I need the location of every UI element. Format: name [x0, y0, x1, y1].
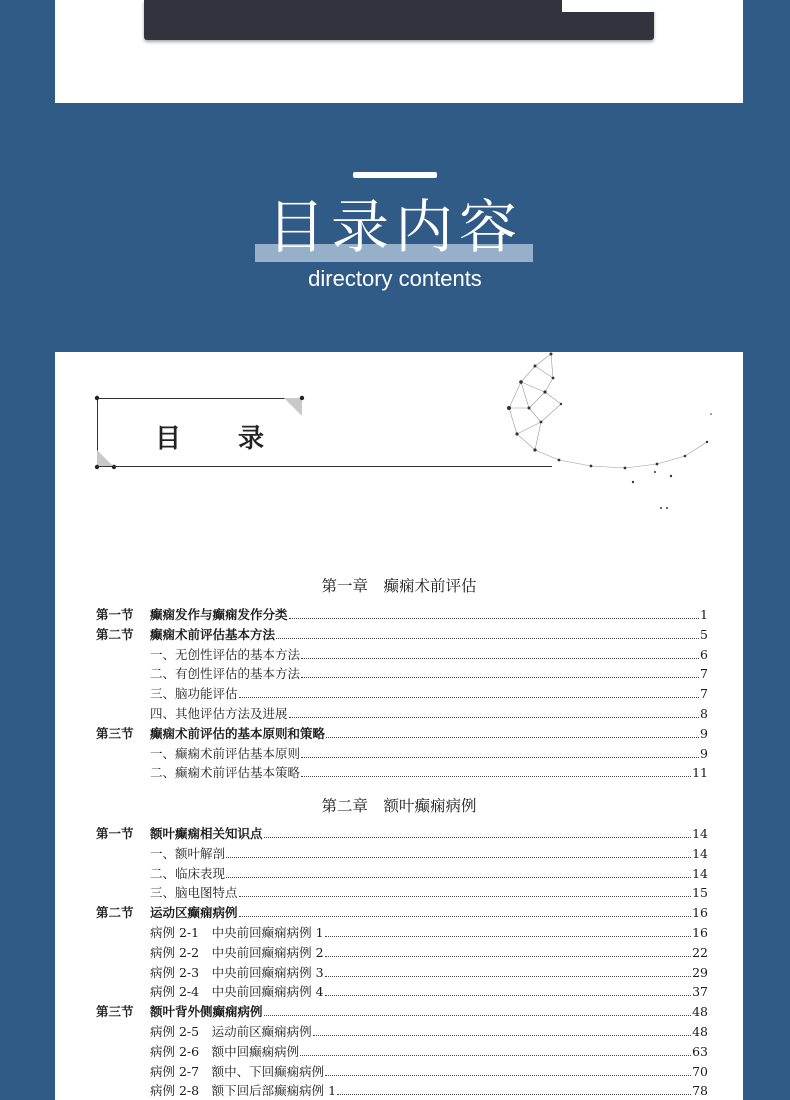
chapter-heading: 第一章 癫痫术前评估 [321, 577, 477, 595]
toc-entry-title: 病例 2-2 中央前回癫痫病例 2 [150, 944, 324, 960]
toc-leader-dots [226, 877, 691, 878]
toc-entry-title: 三、脑电图特点 [150, 885, 238, 901]
toc-section-label: 第二节 [96, 905, 134, 921]
toc-page-number: 9 [700, 745, 708, 761]
toc-page-number: 15 [692, 885, 708, 901]
toc-entry-title: 二、有创性评估的基本方法 [150, 666, 301, 682]
toc-row [96, 882, 708, 901]
toc-entry-title: 病例 2-4 中央前回癫痫病例 4 [150, 984, 324, 1000]
toc-page-number: 63 [692, 1043, 708, 1059]
toc-leader-dots [313, 1035, 691, 1036]
toc-row [96, 843, 708, 862]
toc-entry-title: 额叶背外侧癫痫病例 [150, 1004, 263, 1020]
toc-entry-title: 癫痫术前评估的基本原则和策略 [150, 725, 326, 741]
toc-entry-title: 病例 2-1 中央前回癫痫病例 1 [150, 925, 324, 940]
toc-title: 目 录 [155, 424, 289, 454]
toc-leader-dots [301, 757, 699, 758]
toc-row [96, 683, 708, 702]
toc-entry-title: 病例 2-6 额中回癫痫病例 [150, 1043, 300, 1059]
toc-page-number: 37 [692, 984, 708, 1000]
toc-page-number: 11 [692, 765, 708, 781]
toc-section-label: 第二节 [96, 626, 134, 642]
toc-leader-dots [264, 1015, 692, 1016]
toc-page-number: 48 [692, 1024, 708, 1039]
toc-row [96, 902, 708, 921]
toc-entry-title: 病例 2-8 额下回后部癫痫病例 1 [150, 1083, 337, 1099]
toc-row [96, 1001, 708, 1020]
toc-leader-dots [289, 717, 700, 718]
toc-row [96, 604, 708, 623]
toc-leader-dots [264, 837, 692, 838]
toc-entry-title: 二、癫痫术前评估基本策略 [150, 765, 301, 781]
toc-leader-dots [239, 896, 692, 897]
toc-row [96, 1061, 708, 1080]
toc-page-number: 14 [692, 845, 708, 861]
toc-entry-title: 运动区癫痫病例 [150, 905, 238, 921]
heading-accent-bar [353, 172, 437, 178]
toc-page-number: 78 [692, 1083, 708, 1099]
toc-page-number: 22 [692, 944, 708, 960]
toc-page-number: 14 [692, 865, 708, 881]
toc-leader-dots [301, 677, 699, 678]
toc-entry-title: 癫痫发作与癫痫发作分类 [150, 607, 288, 622]
toc-section-label: 第一节 [96, 826, 134, 841]
toc-section-label: 第三节 [96, 725, 134, 741]
toc-page-number: 48 [692, 1004, 708, 1020]
toc-page-number: 7 [700, 666, 708, 682]
toc-page-number: 5 [700, 626, 708, 642]
toc-leader-dots [325, 936, 692, 937]
toc-page-number: 6 [700, 646, 708, 662]
toc-leader-dots [325, 976, 692, 977]
book-cover-image [144, 0, 654, 40]
toc-page-number: 70 [692, 1063, 708, 1079]
toc-leader-dots [300, 1055, 691, 1056]
toc-leader-dots [289, 618, 700, 619]
toc-leader-dots [301, 658, 699, 659]
chapter-heading: 第二章 额叶癫痫病例 [321, 797, 477, 815]
toc-page-number: 8 [700, 706, 708, 721]
toc-page-number: 9 [700, 725, 708, 741]
toc-title-underline [97, 466, 552, 467]
toc-leader-dots [325, 995, 692, 996]
toc-entry-title: 一、癫痫术前评估基本原则 [150, 745, 301, 761]
toc-row [96, 762, 708, 781]
toc-page-number: 16 [692, 905, 708, 921]
toc-entry-title: 病例 2-5 运动前区癫痫病例 [150, 1024, 312, 1039]
toc-row [96, 624, 708, 643]
toc-row [96, 663, 708, 682]
toc-leader-dots [239, 697, 700, 698]
toc-entry-title: 二、临床表现 [150, 865, 226, 881]
section-subheading: directory contents [308, 266, 482, 291]
toc-leader-dots [226, 857, 691, 858]
toc-leader-dots [325, 1075, 691, 1076]
toc-entry-title: 一、无创性评估的基本方法 [150, 646, 301, 662]
toc-entry-title: 病例 2-3 中央前回癫痫病例 3 [150, 964, 324, 980]
toc-row [96, 743, 708, 762]
toc-page-number: 7 [700, 686, 708, 702]
toc-leader-dots [301, 776, 691, 777]
toc-row [96, 942, 708, 961]
toc-page-number: 14 [692, 826, 708, 841]
network-decoration-icon [495, 352, 743, 522]
toc-page [55, 352, 743, 1100]
toc-row [96, 1021, 708, 1040]
toc-leader-dots [337, 1094, 691, 1095]
toc-page-number: 29 [692, 964, 708, 980]
toc-entry-title: 三、脑功能评估 [150, 686, 238, 702]
toc-entry-title: 额叶癫痫相关知识点 [150, 826, 263, 841]
toc-row [96, 1041, 708, 1060]
book-label [562, 0, 708, 12]
toc-section-label: 第三节 [96, 1004, 134, 1020]
toc-row [96, 823, 708, 842]
toc-entry-title: 一、额叶解剖 [150, 845, 226, 861]
toc-row [96, 962, 708, 981]
toc-leader-dots [239, 916, 692, 917]
toc-row [96, 1080, 708, 1099]
toc-entry-title: 四、其他评估方法及进展 [150, 706, 288, 721]
toc-row [96, 644, 708, 663]
toc-page-number: 1 [700, 607, 708, 622]
section-heading: 目录内容 [266, 193, 523, 261]
toc-row [96, 863, 708, 882]
toc-section-label: 第一节 [96, 607, 134, 622]
toc-entry-title: 病例 2-7 额中、下回癫痫病例 [150, 1063, 325, 1079]
toc-row [96, 703, 708, 722]
toc-row [96, 723, 708, 742]
toc-leader-dots [276, 638, 699, 639]
toc-leader-dots [326, 737, 699, 738]
toc-page-number: 16 [692, 925, 708, 940]
toc-leader-dots [325, 956, 692, 957]
toc-entry-title: 癫痫术前评估基本方法 [150, 626, 276, 642]
toc-row [96, 922, 708, 941]
toc-row [96, 981, 708, 1000]
